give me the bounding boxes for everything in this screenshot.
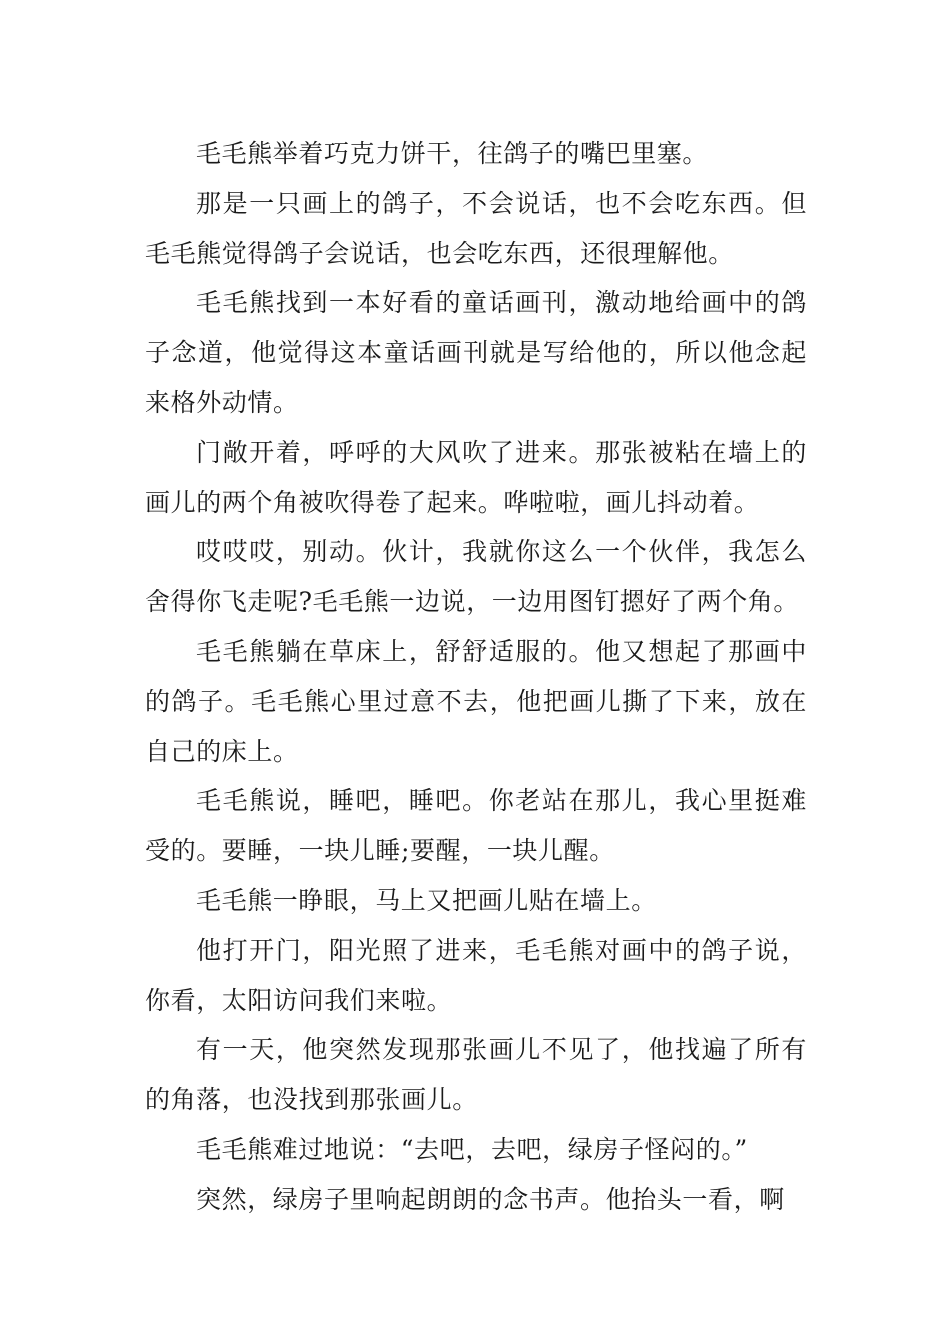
paragraph-6: 毛毛熊躺在草床上，舒舒适服的。他又想起了那画中的鸽子。毛毛熊心里过意不去，他把画儿撕了下来，放在自己的床上。 — [145, 636, 807, 766]
paragraph-5: 哎哎哎，别动。伙计，我就你这么一个伙伴，我怎么舍得你飞走呢?毛毛熊一边说，一边用图钉摁好了两个角。 — [145, 537, 807, 617]
paragraph-1: 毛毛熊举着巧克力饼干，往鸽子的嘴巴里塞。 — [196, 139, 709, 168]
paragraph-10: 有一天，他突然发现那张画儿不见了，他找遍了所有的角落，也没找到那张画儿。 — [145, 1035, 807, 1115]
paragraph-11: 毛毛熊难过地说：“去吧，去吧，绿房子怪闷的。” — [196, 1134, 748, 1164]
paragraph-8: 毛毛熊一睁眼，马上又把画儿贴在墙上。 — [196, 885, 657, 915]
paragraph-2: 那是一只画上的鸽子，不会说话，也不会吃东西。但毛毛熊觉得鸽子会说话，也会吃东西，还很理解他。 — [145, 188, 807, 268]
paragraph-4: 门敞开着，呼呼的大风吹了进来。那张被粘在墙上的画儿的两个角被吹得卷了起来。哗啦啦，画儿抖动着。 — [145, 437, 807, 517]
paragraph-7: 毛毛熊说，睡吧，睡吧。你老站在那儿，我心里挺难受的。要睡，一块儿睡;要醒，一块儿醒。 — [145, 786, 807, 866]
paragraph-12: 突然，绿房子里响起朗朗的念书声。他抬头一看，啊 — [196, 1184, 785, 1214]
paragraph-3: 毛毛熊找到一本好看的童话画刊，激动地给画中的鸽子念道，他觉得这本童话画刊就是写给他的，所以他念起来格外动情。 — [145, 288, 807, 417]
body-text — [145, 129, 807, 1225]
paragraph-9: 他打开门，阳光照了进来，毛毛熊对画中的鸽子说，你看，太阳访问我们来啦。 — [145, 935, 807, 1015]
